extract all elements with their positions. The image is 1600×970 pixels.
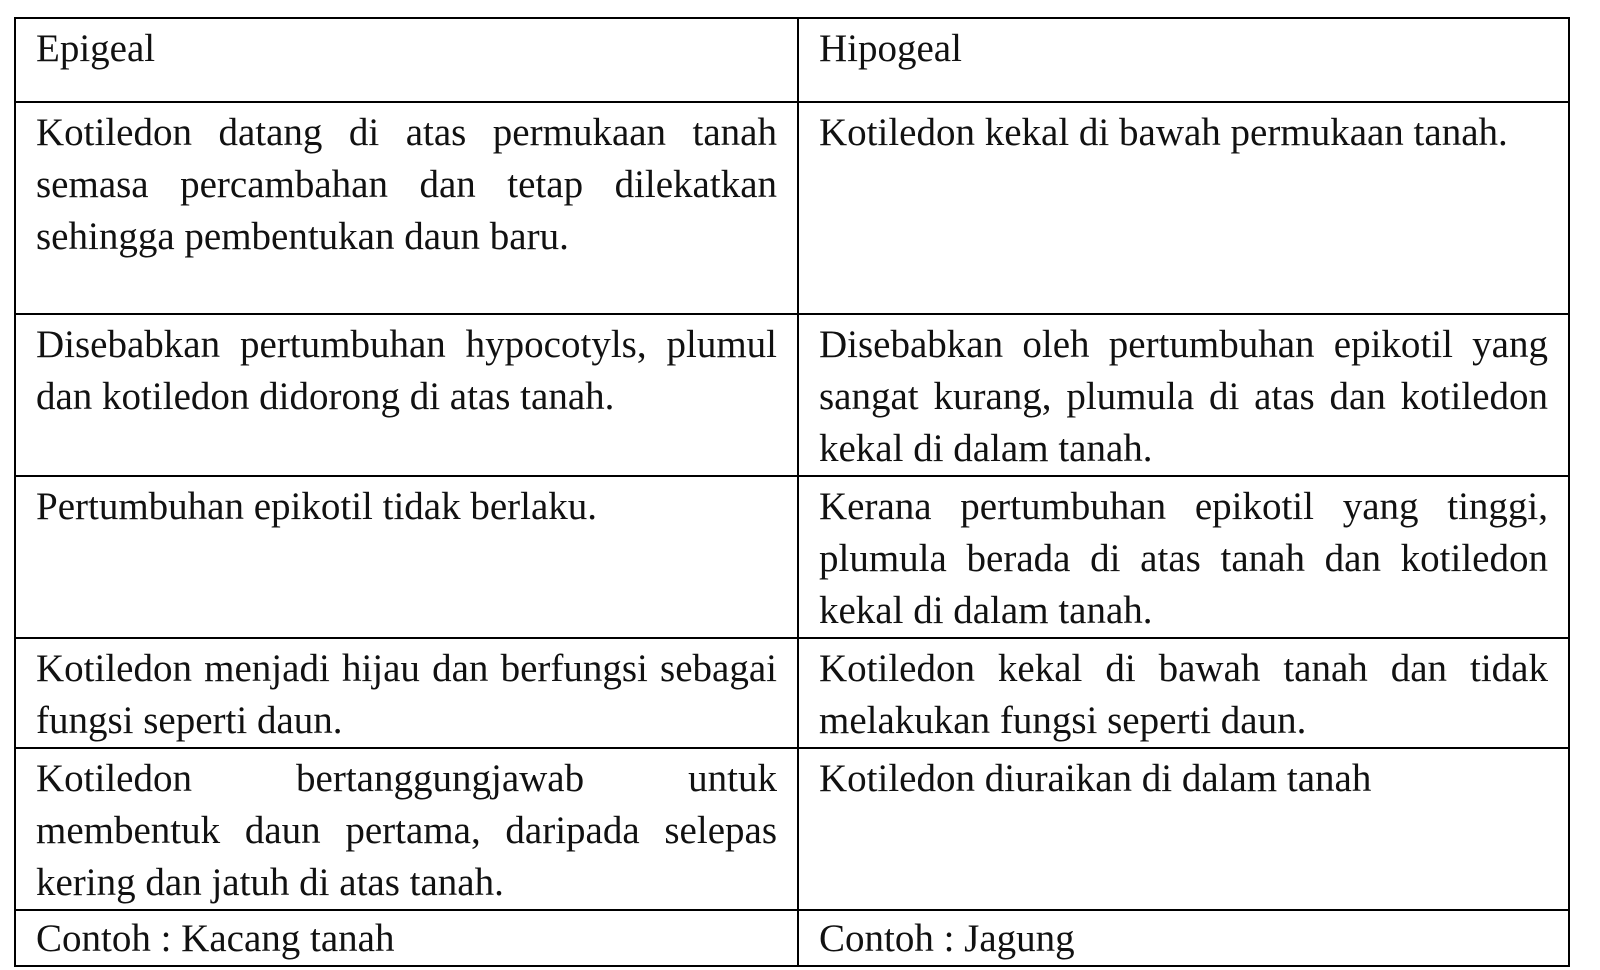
cell-epigeal [15,748,798,910]
cell-epigeal-text: Kotiledon bertanggungjawab untuk membentuk daun pertama, daripada selepas kering dan jatuh di atas tanah. [36,757,777,904]
cell-epigeal-text: Disebabkan pertumbuhan hypocotyls, plumul dan kotiledon didorong di atas tanah. [36,323,777,418]
cell-epigeal [15,314,798,476]
cell-hipogeal-text: Kotiledon kekal di bawah permukaan tanah. [819,111,1508,154]
cell-hipogeal [798,102,1569,314]
table-row [15,638,1569,748]
header-epigeal-label: Epigeal [36,27,156,70]
cell-hipogeal-text: Kotiledon kekal di bawah tanah dan tidak melakukan fungsi seperti daun. [819,647,1548,742]
header-hipogeal-label: Hipogeal [819,27,962,70]
cell-hipogeal [798,910,1569,966]
epigeal-hipogeal-comparison-table [14,17,1570,967]
cell-epigeal-text: Contoh : Kacang tanah [36,917,395,960]
cell-epigeal-text: Kotiledon datang di atas permukaan tanah semasa percambahan dan tetap dilekatkan sehingga pembentukan daun baru. [36,111,777,258]
table-row [15,748,1569,910]
cell-epigeal-text: Kotiledon menjadi hijau dan berfungsi sebagai fungsi seperti daun. [36,647,777,742]
cell-hipogeal [798,748,1569,910]
table-row [15,910,1569,966]
cell-epigeal [15,910,798,966]
cell-hipogeal [798,638,1569,748]
header-epigeal [15,18,798,102]
table-header-row [15,18,1569,102]
cell-hipogeal-text: Kerana pertumbuhan epikotil yang tinggi, plumula berada di atas tanah dan kotiledon kekal di dalam tanah. [819,485,1548,632]
header-hipogeal [798,18,1569,102]
comparison-table-container [14,17,1568,967]
table-row [15,102,1569,314]
cell-hipogeal-text: Contoh : Jagung [819,917,1075,960]
cell-epigeal-text: Pertumbuhan epikotil tidak berlaku. [36,485,598,528]
cell-hipogeal-text: Disebabkan oleh pertumbuhan epikotil yang sangat kurang, plumula di atas dan kotiledon kekal di dalam tanah. [819,323,1548,470]
cell-epigeal [15,102,798,314]
table-row [15,476,1569,638]
cell-hipogeal [798,314,1569,476]
cell-hipogeal-text: Kotiledon diuraikan di dalam tanah [819,757,1372,800]
table-row [15,314,1569,476]
cell-hipogeal [798,476,1569,638]
cell-epigeal [15,476,798,638]
cell-epigeal [15,638,798,748]
